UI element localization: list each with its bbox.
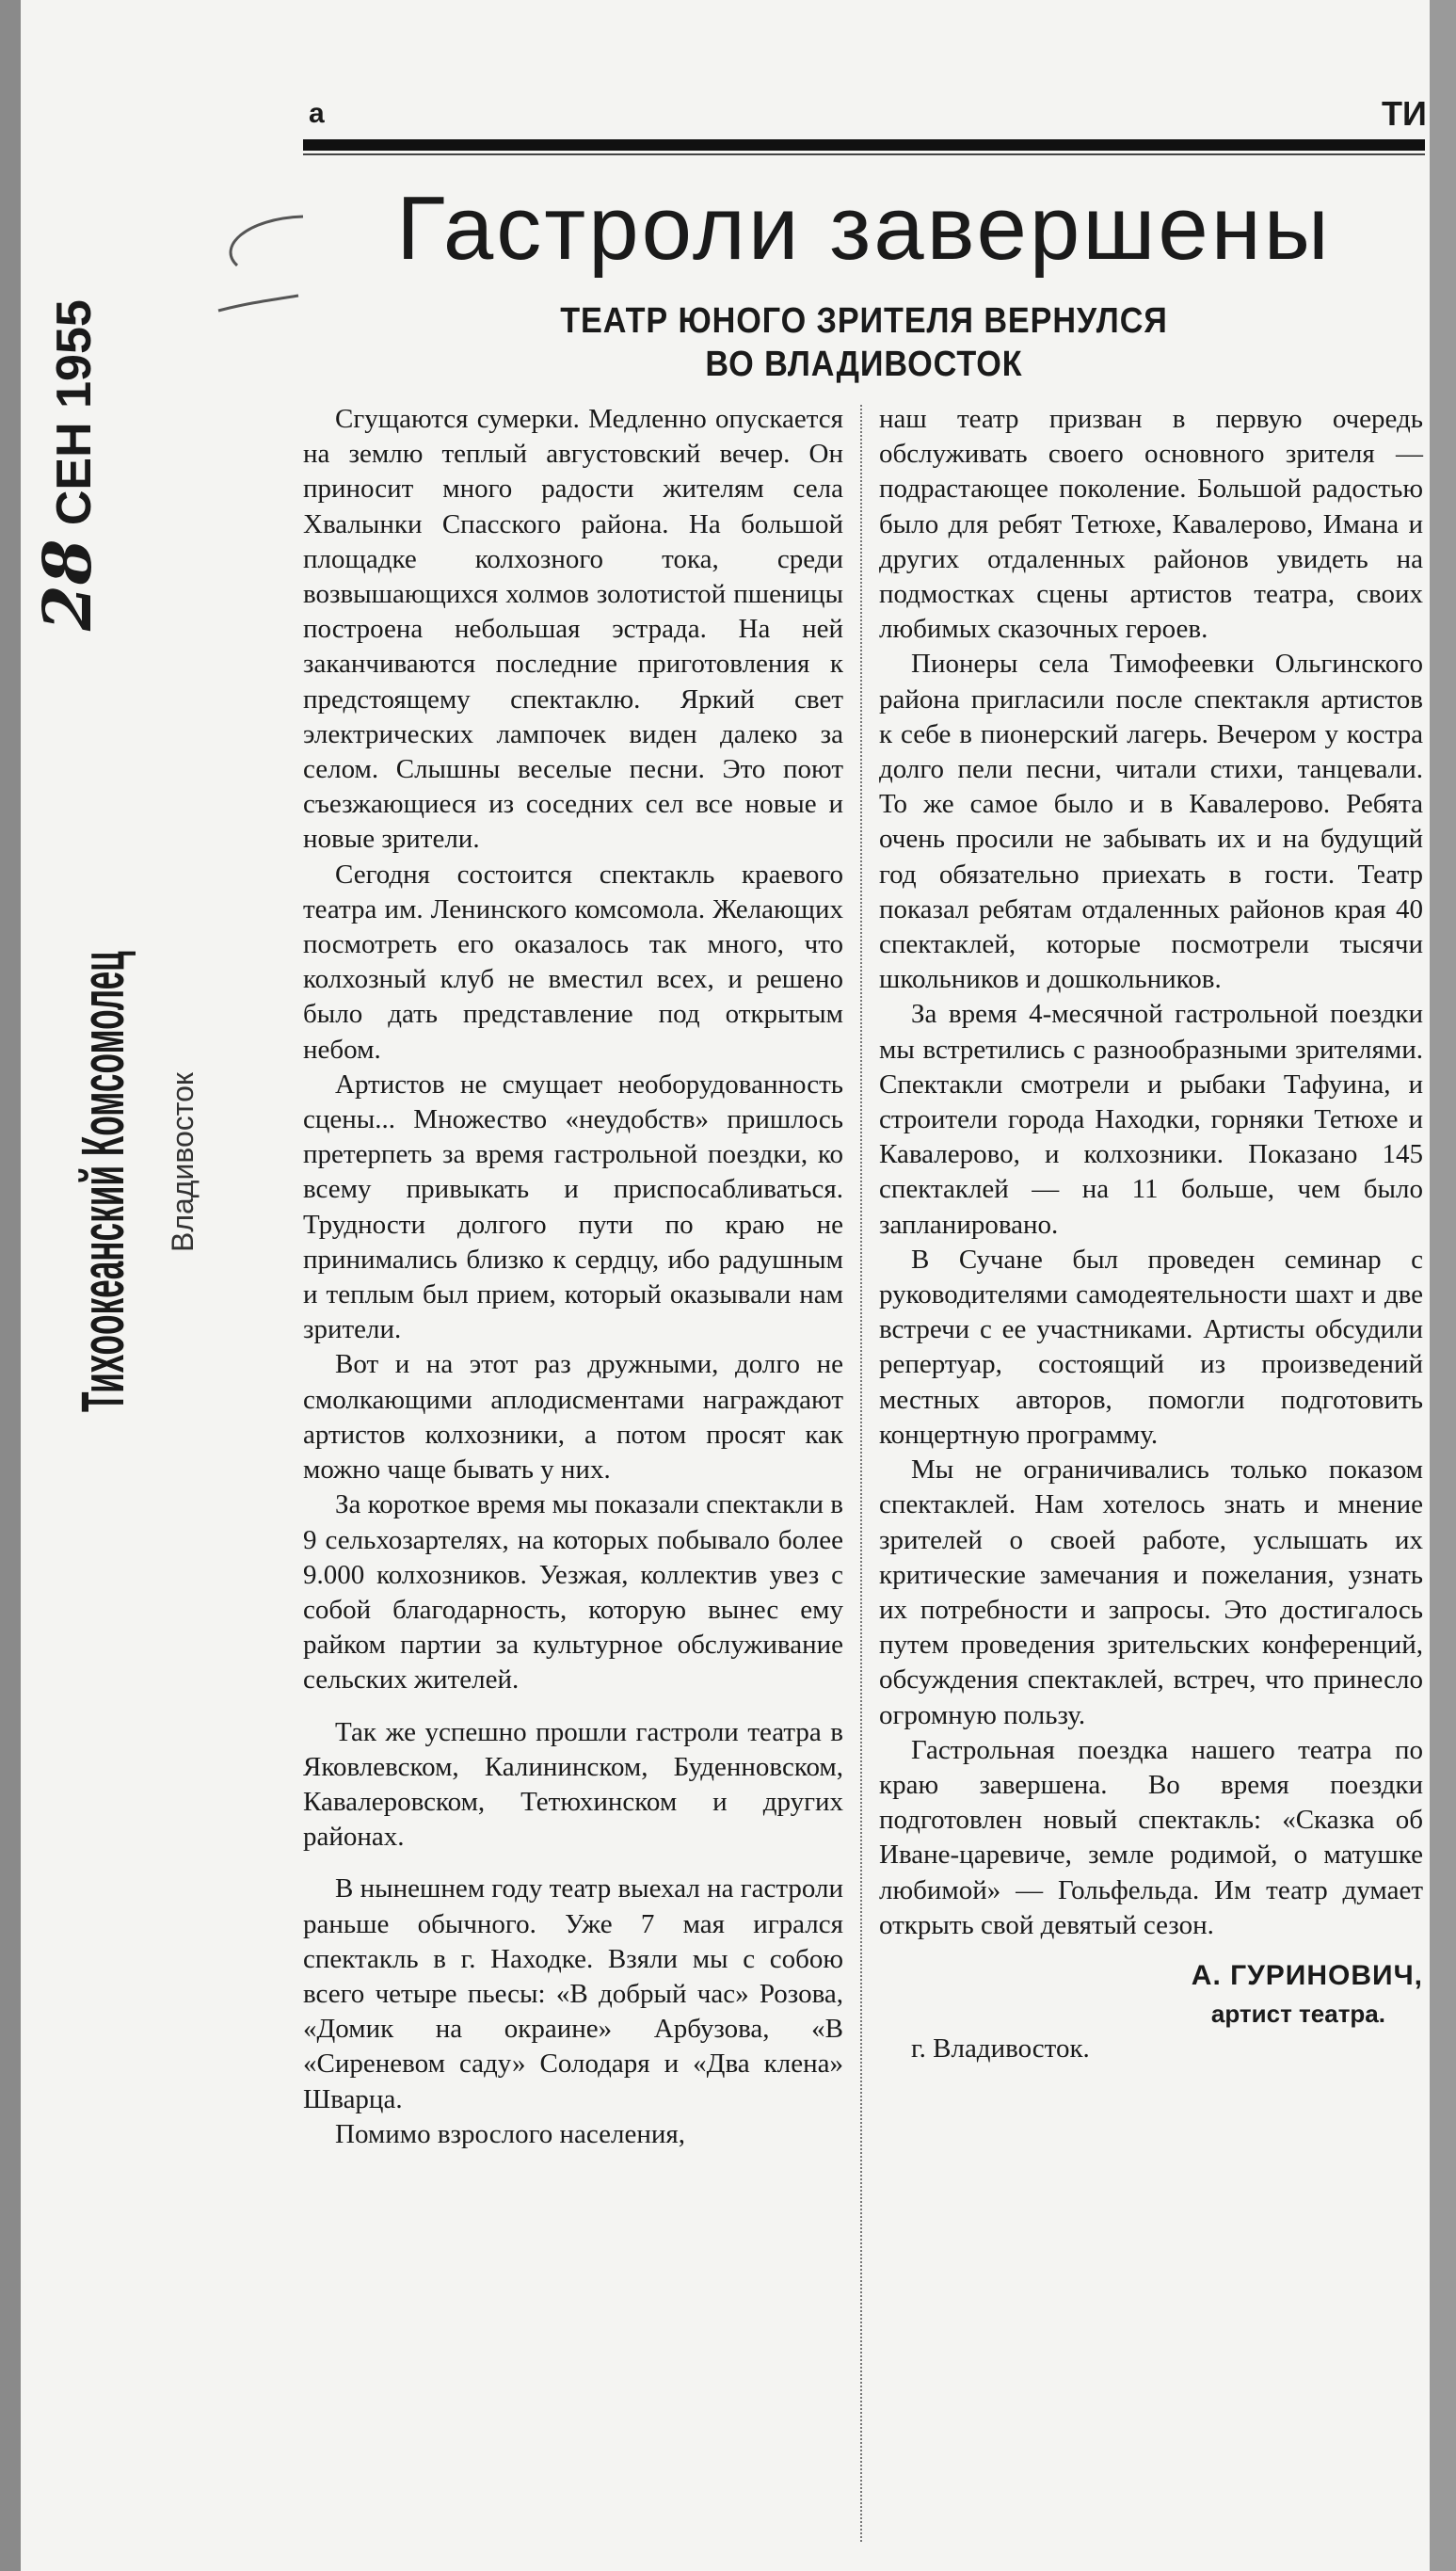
paragraph: В нынешнем году театр выехал на гастроли раньше обычного. Уже 7 мая игрался спектакль в г. Находке. Взяли мы с собою всего четыре пьесы: «В добрый час» Розова, «Домик на окраине» Арбузова, «В «Сиреневом саду» Солодаря и «Два клена» Шварца.: [303, 1873, 843, 2114]
paragraph: Гастрольная поездка нашего театра по краю завершена. Во время поездки подготовлен новый спектакль: «Сказка об Иване-царевиче, земле родимой, о матушке любимой» — Гольфельда. Им театр думает открыть свой девятый сезон.: [879, 1734, 1423, 1940]
scan-edge-left: [0, 0, 21, 2571]
author-name: А. ГУРИНОВИЧ,: [1191, 1959, 1423, 1991]
paragraph: Пионеры села Тимофеевки Ольгинского района пригласили после спектакля артистов к себе в пионерский лагерь. Вечером у костра долго пели песни, читали стихи, танцевали. То же самое было и в Кавалерово. Ребята очень просили не забывать их и на будущий год обязательно приехать в гости. Театр показал ребятам отдаленных районов края 40 спектаклей, которые посмотрели тысячи школьников и дошкольников.: [879, 649, 1423, 995]
article-subtitle: [360, 299, 1369, 386]
article-title: Гастроли завершены: [396, 178, 1332, 279]
date-stamp-day: 28: [28, 538, 106, 631]
article-column-2: [879, 402, 1423, 2067]
prev-column-fragment: а: [309, 98, 325, 129]
paragraph: За короткое время мы показали спектакли в 9 сельхозартелях, на которых побывало более 9.000 колхозников. Уезжая, коллектив увез с собой благодарность, которую вынес ему райком партии за культурное обслуживание сельских жителей.: [303, 1489, 843, 1695]
paragraph: Помимо взрослого населения,: [335, 2118, 685, 2149]
date-stamp-month-year: СЕН 1955: [47, 299, 102, 526]
paragraph: Сегодня состоится спектакль краевого театра им. Ленинского комсомола. Желающих посмотреть его оказалось так много, что колхозный клуб не вместил всех, и решено было дать представление под открытым небом.: [303, 859, 843, 1065]
paragraph: Сгущаются сумерки. Медленно опускается на землю теплый августовский вечер. Он приносит много радости жителям села Хвалынки Спасского района. На большой площадке колхозного тока, среди возвышающихся холмов золотистой пшеницы построена небольшая эстрада. На ней заканчиваются последние приготовления к предстоящему спектаклю. Яркий свет электрических лампочек виден далеко за селом. Слышны веселые песни. Это поют съезжающиеся из соседних сел все новые и новые зрители.: [303, 404, 843, 855]
subtitle-line: ВО ВЛАДИВОСТОК: [705, 345, 1023, 384]
column-separator: [860, 405, 862, 2542]
author-role: артист театра.: [1210, 2000, 1385, 2029]
header-rule: [303, 139, 1425, 151]
pencil-mark: [209, 209, 312, 331]
paragraph: Мы не ограничивались только показом спектаклей. Нам хотелось знать и мнение зрителей о своей работе, услышать их критические замечания и пожелания, узнать их потребности и запросы. Это достигалось путем проведения зрительских конференций, обсуждения спектаклей, встреч, что принесло огромную пользу.: [879, 1454, 1423, 1730]
scan-edge-right: [1430, 0, 1456, 2571]
paragraph: Вот и на этот раз дружными, долго не смолкающими аплодисментами награждают артистов колхозники, а потом просят как можно чаще бывать у них.: [303, 1349, 843, 1486]
paragraph: В Сучане был проведен семинар с руководителями самодеятельности шахт и две встречи с ее участниками. Артисты обсудили репертуар, состоящий из произведений местных авторов, помогли подготовить концертную программу.: [879, 1244, 1423, 1450]
city-stamp: Владивосток: [166, 1072, 200, 1252]
paragraph: Так же успешно прошли гастроли театра в Яковлевском, Калининском, Буденновском, Кавалеровском, Тетюхинском и других районах.: [303, 1716, 843, 1853]
paragraph: За время 4-месячной гастрольной поездки мы встретились с разнообразными зрителями. Спектакли смотрели и рыбаки Тафуина, и строители города Находки, горняки Тетюхе и Кавалерово, и колхозники. Показано 145 спектаклей — на 11 больше, чем было запланировано.: [879, 999, 1423, 1240]
paragraph: Артистов не смущает необорудованность сцены... Множество «неудобств» пришлось претерпеть за время гастрольной поездки, ко всему привыкать и приспосабливаться. Трудности долгого пути по краю не принимались близко к сердцу, ибо радушным и теплым был прием, который оказывали нам зрители.: [303, 1069, 843, 1345]
paragraph: наш театр призван в первую очередь обслуживать своего основного зрителя — подрастающее поколение. Большой радостью было для ребят Тетюхе, Кавалерово, Имана и других отдаленных районов увидеть на подмостках сцены артистов театра, своих любимых сказочных героев.: [879, 404, 1423, 645]
header-rule-thin: [303, 153, 1425, 155]
article-column-1: [303, 402, 843, 2152]
date-stamp: [28, 299, 106, 631]
author-signature: [879, 1958, 1423, 2032]
newspaper-stamp: Тихоокеанский Комсомолец: [69, 951, 136, 1412]
subtitle-line: ТЕАТР ЮНОГО ЗРИТЕЛЯ ВЕРНУЛСЯ: [560, 301, 1168, 341]
dateline-city: г. Владивосток.: [911, 2033, 1090, 2065]
next-column-fragment: ТИ: [1382, 94, 1427, 133]
